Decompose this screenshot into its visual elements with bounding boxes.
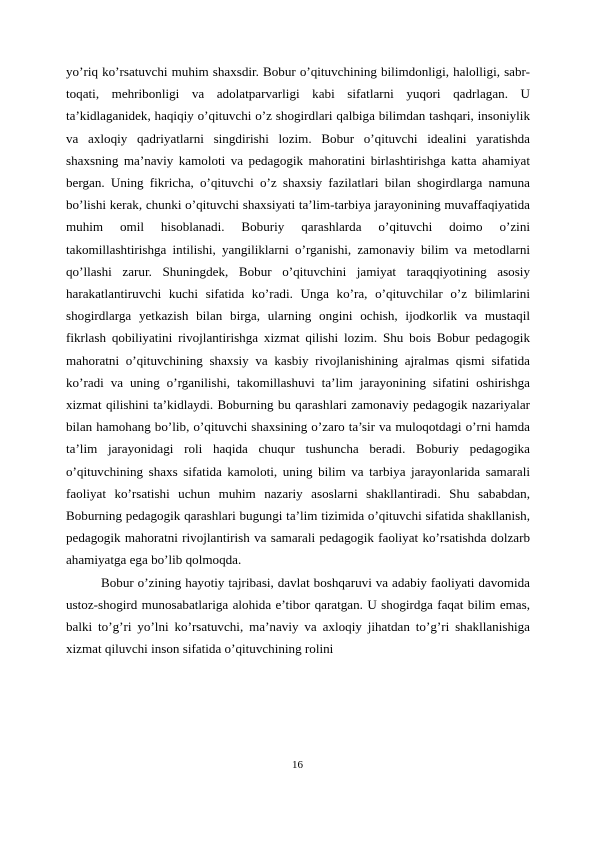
body-paragraph-2: Bobur o’zining hayotiy tajribasi, davlat boshqaruvi va adabiy faoliyati davomida ustoz-shogird munosabatlariga alohida e’tibor qaratgan. U shogirdga faqat bilim emas, balki to’g’ri yo’lni ko’rsatuvchi, ma’naviy va axloqiy jihatdan to’g’ri shakllanishiga xizmat qiluvchi inson sifatida o’qituvchining rolini [66, 574, 530, 657]
page-number: 16 [292, 759, 303, 771]
document-page [66, 61, 530, 660]
body-paragraph-1: yo’riq ko’rsatuvchi muhim shaxsdir. Bobur o’qituvchining bilimdonligi, halolligi, sabr-toqati, mehribonligi va adolatparvarligi kabi sifatlarni yuqori qadrlagan. U ta’kidlaganidek, haqiqiy o’qituvchi o’z shogirdlari qalbiga bilimdan tashqari, insoniylik va axloqiy qadriyatlarni singdirishi lozim. Bobur o’qituvchi idealini yaratishda shaxsning ma’naviy kamoloti va pedagogik mahoratini birlashtirishga katta ahamiyat bergan. Uning fikricha, o’qituvchi o’z shaxsiy fazilatlari bilan shogirdlarga namuna bo’lishi kerak, chunki o’qituvchi shaxsiyati ta’lim-tarbiya jarayonining muvaffaqiyatida muhim omil hisoblanadi. Boburiy qarashlarda o’qituvchi doimo o’zini takomillashtirishga intilishi, yangiliklarni o’rganishi, zamonaviy bilim va metodlarni qo’llashi zarur. Shuningdek, Bobur o’qituvchini jamiyat taraqqiyotining asosiy harakatlantiruvchi kuchi sifatida ko’radi. Unga ko’ra, o’qituvchilar o’z bilimlarini shogirdlarga yetkazish bilan birga, ularning ongini ochish, ijodkorlik va mustaqil fikrlash qobiliyatini rivojlantirishga xizmat qilishi lozim. Shu bois Bobur pedagogik mahoratni o’qituvchining shaxsiy va kasbiy rivojlanishining ajralmas qismi sifatida ko’radi va uning o’rganilishi, takomillashuvi ta’lim jarayonining sifatini oshirishga xizmat qilishini ta’kidlaydi. Boburning bu qarashlari zamonaviy pedagogik nazariyalar bilan hamohang bo’lib, o’qituvchi shaxsining o’zaro ta’sir va muloqotdagi o’rni hamda ta’lim jarayonidagi roli haqida chuqur tushuncha beradi. Boburiy pedagogika o’qituvchining shaxs sifatida kamoloti, uning bilim va tarbiya jarayonlarida samarali faoliyat ko’rsatishi uchun muhim nazariy asoslarni shakllantiradi. Shu sababdan, Boburning pedagogik qarashlari bugungi ta’lim tizimida o’qituvchi sifatida shakllanish, pedagogik mahoratni rivojlantirish va samarali pedagogik faoliyat ko’rsatishda dolzarb ahamiyatga ega bo’lib qolmoqda. [66, 64, 530, 568]
